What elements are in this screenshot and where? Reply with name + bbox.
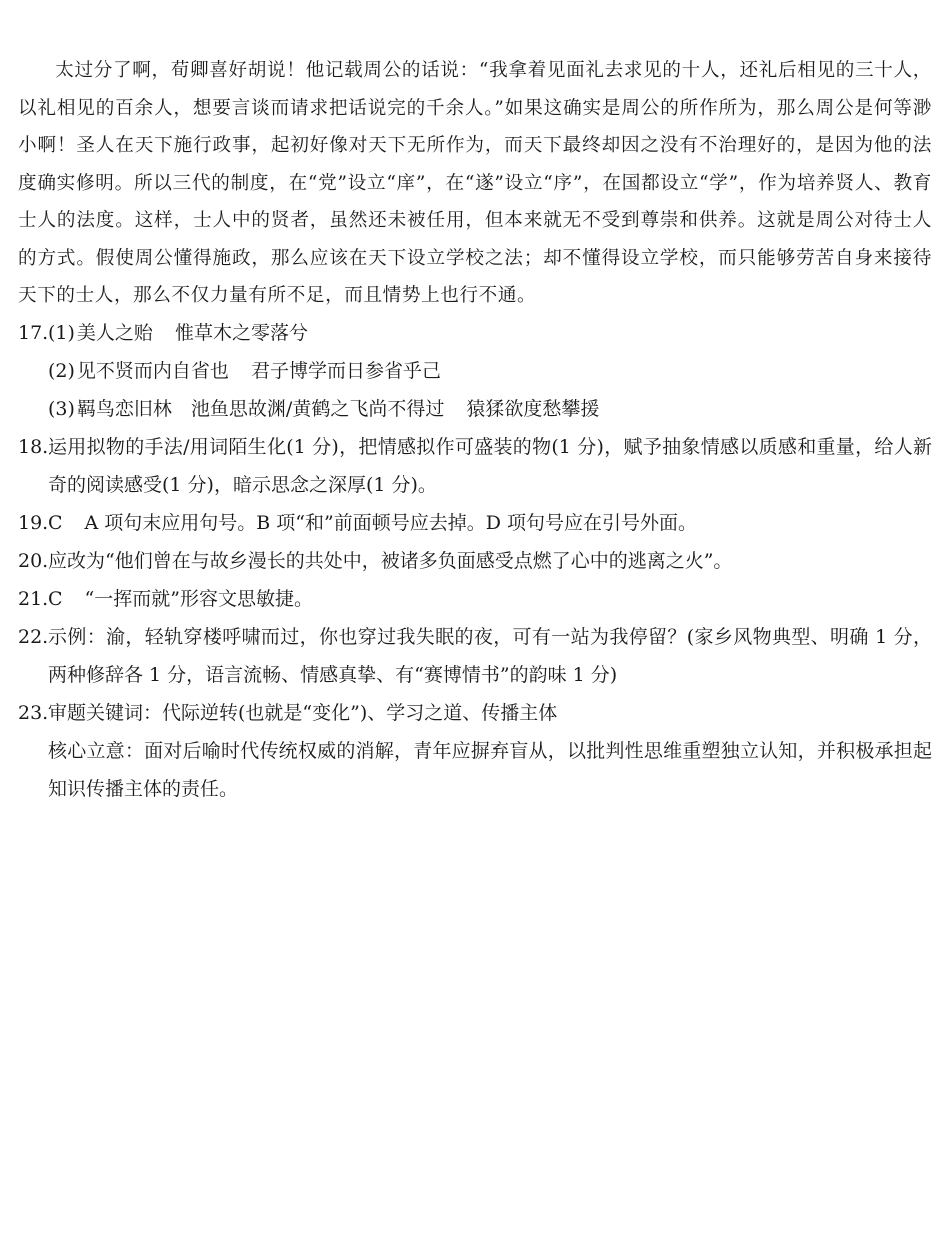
answer-number: 23.: [18, 702, 49, 724]
answer-number: 18.: [18, 436, 49, 458]
answer-number: 17.: [18, 322, 49, 344]
answer-17-item-3: (3) 羁鸟恋旧林 池鱼思故渊/黄鹤之飞尚不得过 猿猱欲度愁攀援: [48, 398, 600, 420]
answer-number: 19.: [18, 512, 49, 534]
answer-17: [18, 314, 932, 428]
answer-number: 22.: [18, 626, 49, 648]
answer-number: 21.: [18, 588, 49, 610]
answer-choice: C: [48, 588, 63, 610]
answer-18: [18, 428, 932, 504]
answer-23: [18, 694, 932, 808]
answer-23-thesis: 核心立意：面对后喻时代传统权威的消解，青年应摒弃盲从，以批判性思维重塑独立认知，并积极承担起知识传播主体的责任。: [48, 740, 932, 800]
answer-text: A 项句末应用句号。B 项“和”前面顿号应去掉。D 项句号应在引号外面。: [84, 512, 698, 534]
answer-22: [18, 618, 932, 694]
answer-23-keywords: 审题关键词：代际逆转(也就是“变化”)、学习之道、传播主体: [48, 702, 558, 724]
answer-19: [18, 504, 932, 542]
answer-text: 运用拟物的手法/用词陌生化(1 分)，把情感拟作可盛装的物(1 分)，赋予抽象情感以质感和重量，给人新奇的阅读感受(1 分)，暗示思念之深厚(1 分)。: [48, 436, 932, 496]
answer-17-item-1: (1) 美人之贻 惟草木之零落兮: [48, 322, 308, 344]
answer-text: “一挥而就”形容文思敏捷。: [84, 588, 313, 610]
answer-17-item-2: (2) 见不贤而内自省也 君子博学而日参省乎己: [48, 360, 441, 382]
answer-21: [18, 580, 932, 618]
answer-20: [18, 542, 932, 580]
answer-choice: C: [48, 512, 63, 534]
answer-list: [18, 314, 932, 808]
answer-text: 示例：渝，轻轨穿楼呼啸而过，你也穿过我失眠的夜，可有一站为我停留？(家乡风物典型、明确 1 分，两种修辞各 1 分，语言流畅、情感真挚、有“赛博情书”的韵味 1 分): [48, 626, 932, 686]
answer-number: 20.: [18, 550, 49, 572]
answer-text: 应改为“他们曾在与故乡漫长的共处中，被诸多负面感受点燃了心中的逃离之火”。: [48, 550, 733, 572]
translation-paragraph: 太过分了啊，荀卿喜好胡说！他记载周公的话说：“我拿着见面礼去求见的十人，还礼后相见的三十人，以礼相见的百余人，想要言谈而请求把话说完的千余人。”如果这确实是周公的所作所为，那么周公是何等渺小啊！圣人在天下施行政事，起初好像对天下无所作为，而天下最终却因之没有不治理好的，是因为他的法度确实修明。所以三代的制度，在“党”设立“庠”，在“遂”设立“序”，在国都设立“学”，作为培养贤人、教育士人的法度。这样，士人中的贤者，虽然还未被任用，但本来就无不受到尊崇和供养。这就是周公对待士人的方式。假使周公懂得施政，那么应该在天下设立学校之法；却不懂得设立学校，而只能够劳苦自身来接待天下的士人，那么不仅力量有所不足，而且情势上也行不通。: [18, 60, 932, 306]
